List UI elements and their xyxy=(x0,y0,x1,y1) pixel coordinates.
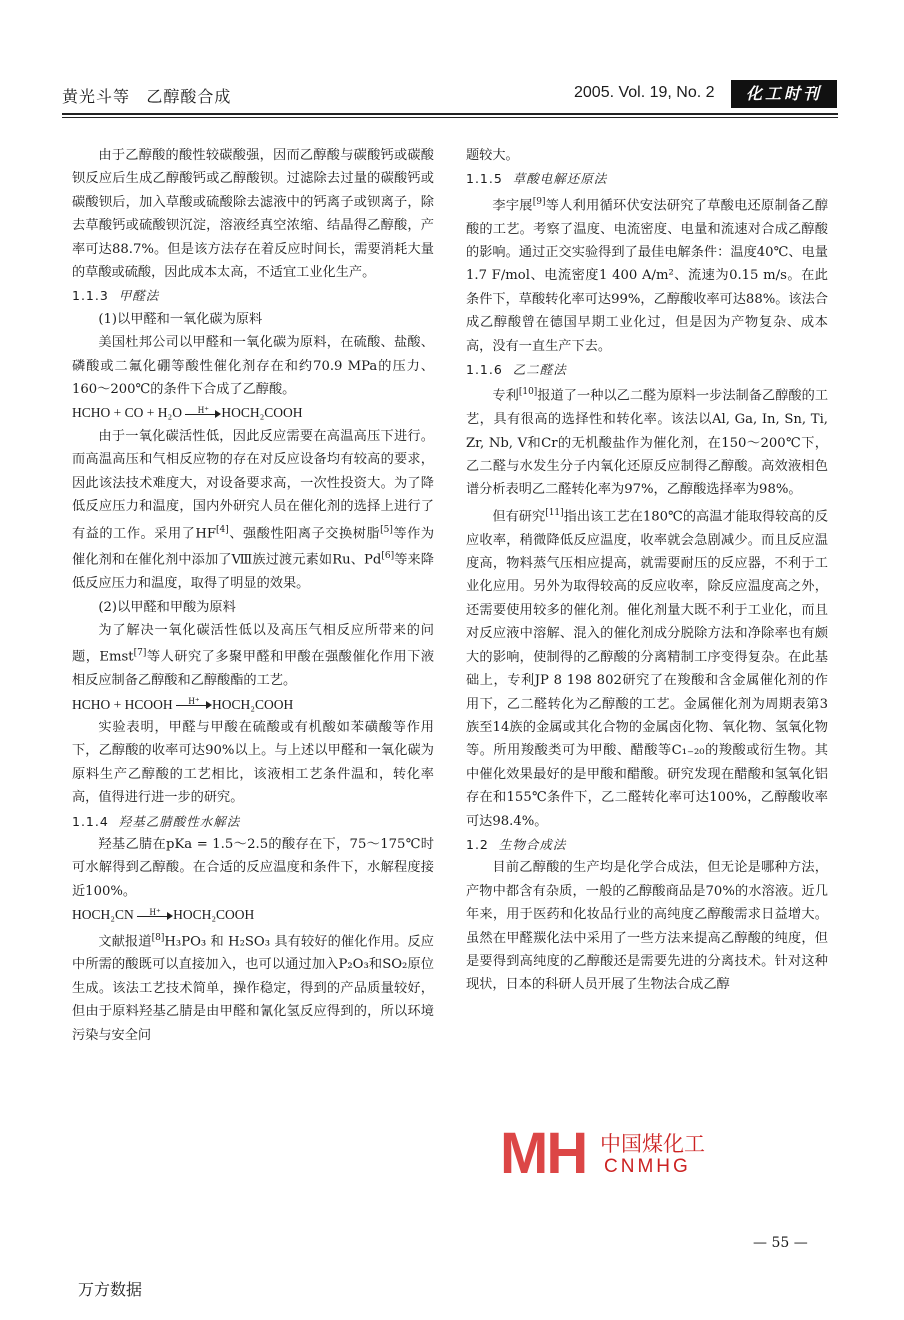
header-rule-thin xyxy=(62,117,838,118)
paragraph: 由于乙醇酸的酸性较碳酸强，因而乙醇酸与碳酸钙或碳酸钡反应后生成乙醇酸钙或乙醇酸钡。过滤除去过量的碳酸钙或碳酸钡后，加入草酸或硫酸除去滤液中的钙离子或钡离子，除去草酸钙或硫酸钡沉淀，溶液经真空浓缩、结晶得乙醇酸，产率可达88.7%。但是该方法存在着反应时间长，需要消耗大量的草酸或硫酸，因此成本太高，不适宜工业化生产。 xyxy=(72,148,434,281)
equation-3: HOCH₂CN H⁺ HOCH₂COOH xyxy=(72,907,255,923)
paragraph: 实验表明，甲醛与甲酸在硫酸或有机酸如苯磺酸等作用下，乙醇酸的收率可达90%以上。与上述以甲醛和一氧化碳为原料生产乙醇酸的工艺相比，该液相工艺条件温和，转化率高，值得进行进一步的研究。 xyxy=(72,719,434,806)
paragraph: 目前乙醇酸的生产均是化学合成法，但无论是哪种方法，产物中都含有杂质，一般的乙醇酸商品是70%的水溶液。近几年来，用于医药和化妆品行业的高纯度乙醇酸需求日益增大。虽然在甲醛羰化法中采用了一些方法来提高乙醇酸的纯度，但是要得到高纯度的乙醇酸还是需要先进的分离技术。针对这种现状，日本的科研人员开展了生物法合成乙醇 xyxy=(466,860,828,993)
header-authors: 黄光斗等 xyxy=(62,89,131,106)
section-heading-1-2: 1.2 生物合成法 xyxy=(466,836,567,852)
paragraph: 题较大。 xyxy=(466,148,519,163)
footer-source: 万方数据 xyxy=(78,1282,143,1299)
header-authors-title xyxy=(62,84,231,107)
header-issue: 2005. Vol. 19, No. 2 xyxy=(574,84,715,101)
watermark-mark: MH xyxy=(500,1121,587,1186)
watermark-cn: 中国煤化工 xyxy=(600,1128,705,1158)
equation-1: HCHO + CO + H₂O H⁺ HOCH₂COOH xyxy=(72,405,303,421)
section-heading-1-1-4: 1.1.4 羟基乙腈酸性水解法 xyxy=(72,813,241,829)
left-column xyxy=(72,144,434,1047)
watermark-logo xyxy=(500,1121,718,1186)
equation-2: HCHO + HCOOH H⁺ HOCH₂COOH xyxy=(72,696,294,712)
section-heading-1-1-6: 1.1.6 乙二醛法 xyxy=(466,362,567,378)
reaction-arrow-icon: H⁺ xyxy=(185,408,221,420)
header-title: 乙醇酸合成 xyxy=(146,89,232,106)
right-column xyxy=(466,144,828,997)
reaction-arrow-icon: H⁺ xyxy=(176,699,212,711)
watermark-en: CNMHG xyxy=(604,1156,691,1177)
journal-badge: 化工时刊 xyxy=(731,80,837,108)
page-number: — 55 — xyxy=(753,1235,808,1251)
reaction-arrow-icon: H⁺ xyxy=(137,910,173,922)
subheading: (1)以甲醛和一氧化碳为原料 xyxy=(98,311,263,327)
paragraph: 李宇展[9]等人利用循环伏安法研究了草酸电还原制备乙醇酸的工艺。考察了温度、电流密度、电量和流速对合成乙醇酸的影响。通过正交实验得到了最佳电解条件：温度40℃、电量1.7 F/mol、电流密度1 400 A/m²、流速为0.15 m/s。在此条件下，草酸转化率可达99%，乙醇酸收率可达88%。该法合成乙醇酸曾在德国早期工业化过，但是因为产物复杂、成本高，没有一直生产下去。 xyxy=(466,196,829,354)
paragraph: 羟基乙腈在pKa = 1.5～2.5的酸存在下，75～175℃时可水解得到乙醇酸。在合适的反应温度和条件下，水解程度接近100%。 xyxy=(72,836,434,899)
paragraph: 为了解决一氧化碳活性低以及高压气相反应所带来的问题，Emst[7]等人研究了多聚甲醛和甲酸在强酸催化作用下液相反应制备乙醇酸和乙醇酸酯的工艺。 xyxy=(72,622,435,689)
paragraph: 由于一氧化碳活性低，因此反应需要在高温高压下进行。而高温高压和气相反应物的存在对反应设备均有较高的要求，因此该法技术难度大，对设备要求高，一次性投资大。为了降低反应压力和温度，国内外研究人员在催化剂的选择上进行了有益的工作。采用了HF[4]、强酸性阳离子交换树脂[5]等作为催化剂和在催化剂中添加了Ⅷ族过渡元素如Ru、Pd[6]等来降低反应压力和温度，取得了明显的效果。 xyxy=(72,428,435,592)
section-heading-1-1-3: 1.1.3 甲醛法 xyxy=(72,288,160,304)
paragraph: 专利[10]报道了一种以乙二醛为原料一步法制备乙醇酸的工艺，具有很高的选择性和转化率。该法以Al, Ga, In, Sn, Ti, Zr, Nb, V和Cr的无机酸盐作为催化剂，在150～200℃下，乙二醛与水发生分子内氧化还原反应制得乙醇酸。高效液相色谱分析表明乙二醛转化率为97%，乙醇酸选择率为98%。 xyxy=(466,387,829,498)
section-heading-1-1-5: 1.1.5 草酸电解还原法 xyxy=(466,171,608,187)
subheading: (2)以甲醛和甲酸为原料 xyxy=(98,599,236,615)
header-rule xyxy=(62,113,838,115)
paragraph: 文献报道[8]H₃PO₃ 和 H₂SO₃ 具有较好的催化作用。反应中所需的酸既可以直接加入，也可以通过加入P₂O₃和SO₂原位生成。该法工艺技术简单，操作稳定，得到的产品质量较好，但由于原料羟基乙腈是由甲醛和氰化氢反应得到的，所以环境污染与安全问 xyxy=(72,932,434,1043)
paragraph: 但有研究[11]指出该工艺在180℃的高温才能取得较高的反应收率，稍微降低反应温度，收率就会急剧减少。而且反应温度高，物料蒸气压相应提高，就需要耐压的反应器，不利于工业化应用。另外为取得较高的反应收率，除反应温度高之外，还需要使用较多的催化剂。催化剂量大既不利于工业化，而且对反应液中溶解、混入的催化剂成分脱除方法和净除率也有颇大的影响，使制得的乙醇酸的分离精制工序变得复杂。在此基础上，专利JP 8 198 802研究了在羧酸和含金属催化剂的作用下，乙二醛转化为乙醇酸的工艺。金属催化剂为周期表第3族至14族的金属或其化合物的金属卤化物、氧化物、氢氧化物等。所用羧酸类可为甲酸、醋酸等C₁₋₂₀的羧酸或衍生物。其中催化效果最好的是甲酸和醋酸。研究发现在醋酸和氢氧化铝存在和155℃条件下，乙二醛转化率可达100%，乙醇酸收率可达98.4%。 xyxy=(466,507,829,829)
paragraph: 美国杜邦公司以甲醛和一氧化碳为原料，在硫酸、盐酸、磷酸或二氟化硼等酸性催化剂存在和约70.9 MPa的压力、160～200℃的条件下合成了乙醇酸。 xyxy=(72,335,434,398)
